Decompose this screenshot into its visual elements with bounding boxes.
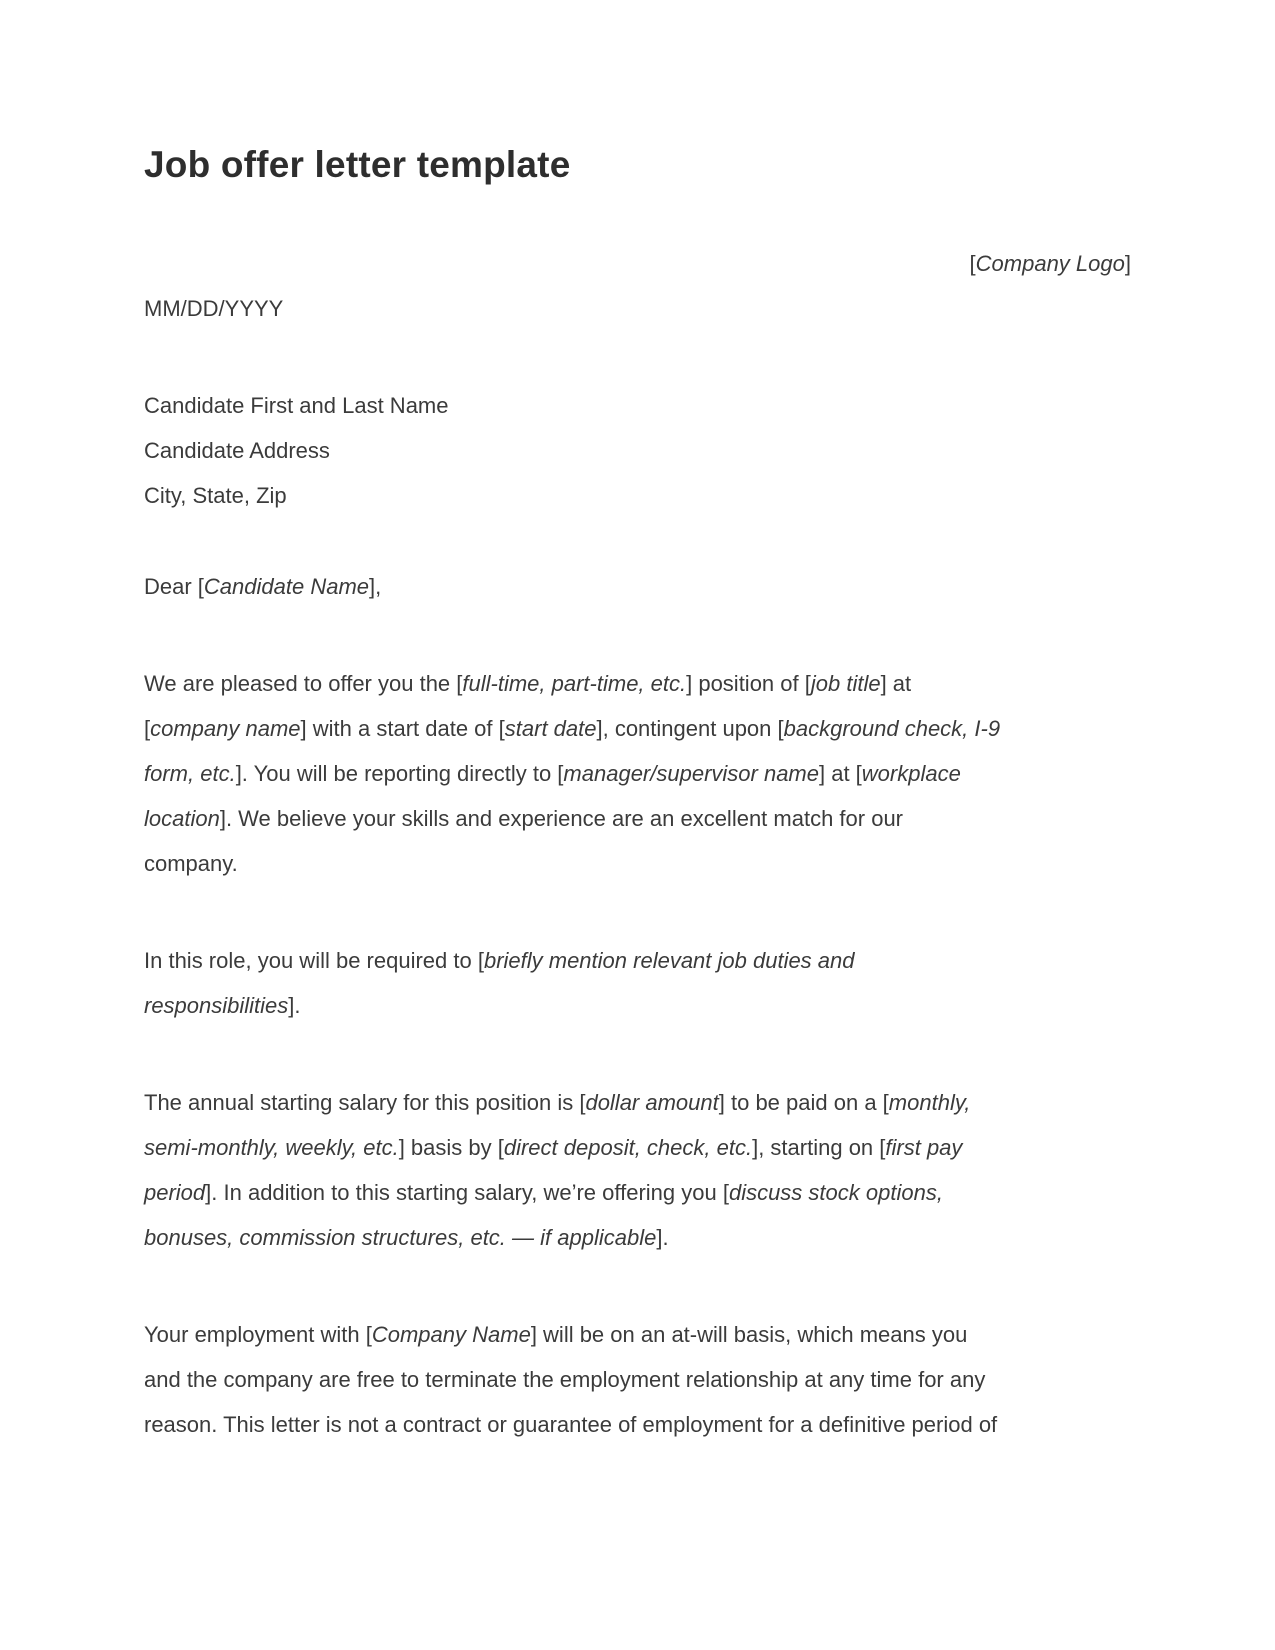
text-run: In this role, you will be required to [ xyxy=(144,948,484,973)
text-line xyxy=(144,661,1131,706)
text-run: ]. xyxy=(656,1225,669,1250)
placeholder-text-run: dollar amount xyxy=(585,1090,719,1115)
text-run: [ xyxy=(144,716,151,741)
placeholder-text-run: location xyxy=(144,806,220,831)
text-run: MM/DD/YYYY xyxy=(144,296,284,321)
placeholder-text-run: bonuses, commission structures, etc. — if applicable xyxy=(144,1225,657,1250)
text-line xyxy=(144,473,1131,518)
text-line xyxy=(144,428,1131,473)
text-run: We are pleased to offer you the [ xyxy=(144,671,463,696)
text-run: company. xyxy=(144,851,238,876)
text-run: [ xyxy=(969,251,976,276)
text-run: Candidate Address xyxy=(144,438,330,463)
salutation-line xyxy=(144,564,1131,609)
paragraph-duties xyxy=(144,938,1131,1028)
text-line xyxy=(144,1080,1131,1125)
placeholder-text-run: start date xyxy=(504,716,597,741)
text-run: ] xyxy=(1124,251,1131,276)
text-run: ] will be on an at-will basis, which means you xyxy=(530,1322,968,1347)
placeholder-text-run: responsibilities xyxy=(144,993,289,1018)
text-line xyxy=(144,1402,1131,1447)
date-line xyxy=(144,286,1131,331)
text-run: Your employment with [ xyxy=(144,1322,372,1347)
placeholder-text-run: Company Name xyxy=(371,1322,531,1347)
placeholder-text-run: semi-monthly, weekly, etc. xyxy=(144,1135,399,1160)
text-run: The annual starting salary for this position is [ xyxy=(144,1090,586,1115)
candidate-address-block xyxy=(144,383,1131,518)
placeholder-text-run: briefly mention relevant job duties and xyxy=(483,948,855,973)
text-line xyxy=(144,751,1131,796)
paragraph-offer xyxy=(144,661,1131,886)
paragraph-at-will xyxy=(144,1312,1131,1447)
placeholder-text-run: manager/supervisor name xyxy=(563,761,819,786)
text-run: ] basis by [ xyxy=(398,1135,504,1160)
text-run: ] to be paid on a [ xyxy=(718,1090,889,1115)
text-line xyxy=(144,983,1131,1028)
text-line xyxy=(144,1215,1131,1260)
text-run: ] position of [ xyxy=(686,671,811,696)
placeholder-text-run: company name xyxy=(150,716,301,741)
placeholder-text-run: direct deposit, check, etc. xyxy=(503,1135,753,1160)
text-run: ]. xyxy=(288,993,301,1018)
company-logo-line xyxy=(144,241,1131,286)
text-line xyxy=(144,241,1131,286)
text-run: City, State, Zip xyxy=(144,483,287,508)
text-line xyxy=(144,1170,1131,1215)
text-run: and the company are free to terminate the employment relationship at any time for any xyxy=(144,1367,986,1392)
placeholder-text-run: background check, I-9 xyxy=(783,716,1001,741)
text-run: ]. In addition to this starting salary, we’re offering you [ xyxy=(205,1180,729,1205)
text-run: Dear [ xyxy=(144,574,204,599)
text-line xyxy=(144,286,1131,331)
text-line xyxy=(144,938,1131,983)
text-run: ], contingent upon [ xyxy=(596,716,784,741)
text-run: Candidate First and Last Name xyxy=(144,393,449,418)
text-line xyxy=(144,1357,1131,1402)
text-run: ]. You will be reporting directly to [ xyxy=(235,761,564,786)
text-line xyxy=(144,1312,1131,1357)
text-run: ]. We believe your skills and experience are an excellent match for our xyxy=(219,806,904,831)
text-line xyxy=(144,706,1131,751)
text-run: ], xyxy=(369,574,382,599)
paragraph-salary xyxy=(144,1080,1131,1260)
text-line xyxy=(144,383,1131,428)
placeholder-text-run: job title xyxy=(810,671,881,696)
document-title: Job offer letter template xyxy=(144,144,571,185)
document-body xyxy=(144,241,1131,1447)
placeholder-text-run: first pay xyxy=(885,1135,963,1160)
placeholder-text-run: form, etc. xyxy=(144,761,236,786)
text-line xyxy=(144,841,1131,886)
placeholder-text-run: full-time, part-time, etc. xyxy=(462,671,687,696)
placeholder-text-run: monthly, xyxy=(888,1090,971,1115)
text-line xyxy=(144,1125,1131,1170)
text-run: ] at xyxy=(880,671,912,696)
text-run: ] at [ xyxy=(819,761,862,786)
text-run: reason. This letter is not a contract or guarantee of employment for a definitive period of xyxy=(144,1412,998,1437)
text-line xyxy=(144,796,1131,841)
text-run: ], starting on [ xyxy=(752,1135,886,1160)
text-run: ] with a start date of [ xyxy=(300,716,505,741)
placeholder-text-run: discuss stock options, xyxy=(728,1180,943,1205)
placeholder-text-run: Company Logo xyxy=(975,251,1125,276)
text-line xyxy=(144,564,1131,609)
placeholder-text-run: period xyxy=(144,1180,206,1205)
placeholder-text-run: Candidate Name xyxy=(203,574,370,599)
placeholder-text-run: workplace xyxy=(861,761,961,786)
